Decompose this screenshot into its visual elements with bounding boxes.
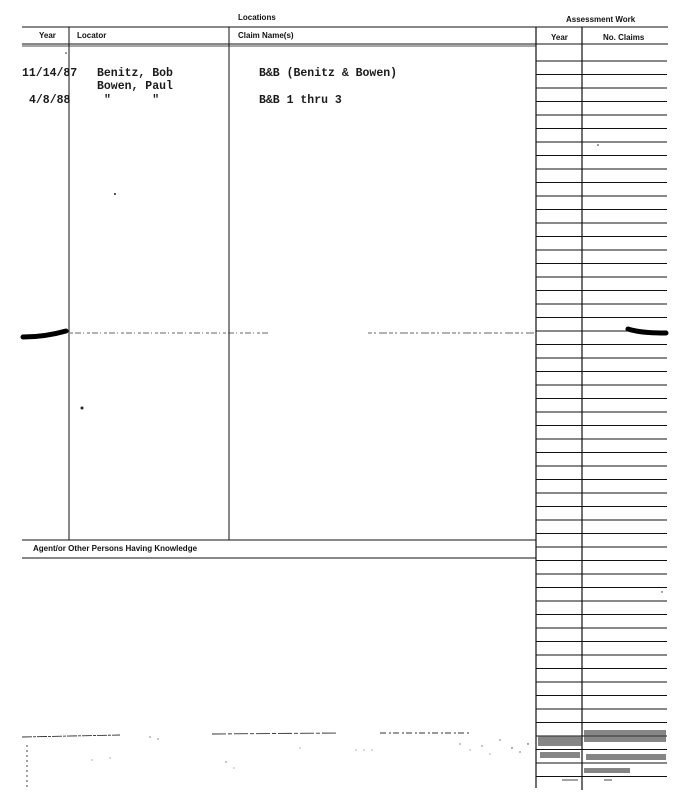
aw-no-claims-column-header: No. Claims: [603, 33, 645, 42]
entry-1-locator-2: Bowen, Paul: [97, 80, 173, 93]
assessment-work-header: Assessment Work: [566, 15, 636, 24]
year-column-header: Year: [39, 31, 56, 40]
entry-1-year: 11/14/87: [22, 67, 78, 80]
aw-year-column-header: Year: [551, 33, 568, 42]
locations-header: Locations: [238, 13, 276, 22]
locator-column-header: Locator: [77, 31, 107, 40]
agent-section-header: Agent/or Other Persons Having Knowledge: [33, 544, 198, 553]
entry-1-locator-1: Benitz, Bob: [97, 67, 173, 80]
assessment-work-rows: [536, 61, 667, 777]
entry-2-claim-name: B&B 1 thru 3: [259, 94, 342, 107]
entry-2-year: 4/8/88: [29, 94, 71, 107]
entry-2-locator-ditto: " ": [104, 94, 160, 107]
entry-1-claim-name: B&B (Benitz & Bowen): [259, 67, 398, 80]
claim-names-column-header: Claim Name(s): [238, 31, 294, 40]
